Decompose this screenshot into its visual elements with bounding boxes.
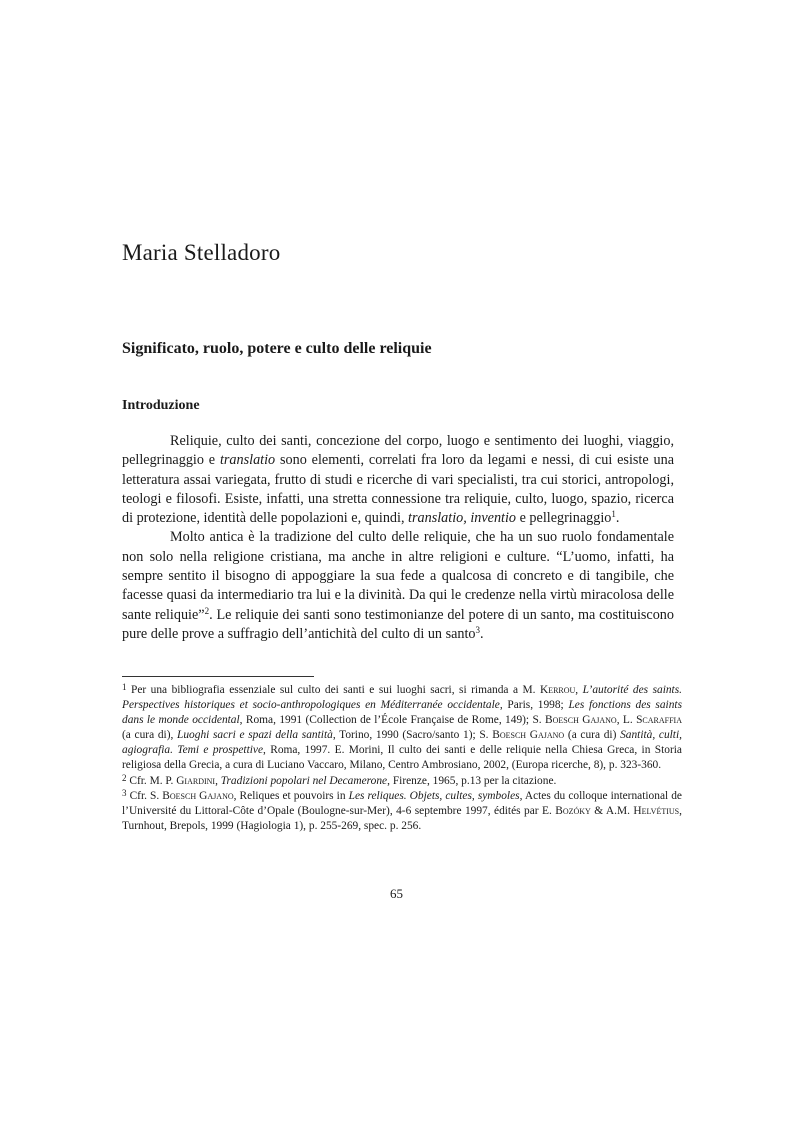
- small-caps-name: Scaraffia: [636, 714, 682, 727]
- text-run: , Paris, 1998;: [499, 699, 569, 712]
- text-run: e pellegrinaggio: [516, 510, 612, 527]
- text-run: , Roma, 1997. E. Morini, Il culto dei santi e delle reliquie nella Chiesa Greca, in Storia religiosa della Grecia, a cura di Luciano Vaccaro, Milano, Centro Ambrosiano, 2002, (Europa ricerche, 8), p. 323-360.: [122, 744, 682, 772]
- small-caps-name: Helvétius: [633, 804, 680, 817]
- footnote-number: 1: [122, 682, 127, 692]
- text-run: . Le reliquie dei santi sono testimonianze del potere di un santo, ma costituiscono pure delle prove a suffragio dell’antichità del culto di un santo: [122, 606, 674, 642]
- text-run: , Roma, 1991 (Collection de l’École Française de Rome, 149); S.: [239, 714, 546, 727]
- footnote-reference: 3: [475, 624, 481, 635]
- text-run: (a cura di),: [122, 729, 178, 742]
- text-run: sono elementi, correlati fra loro da legami e nessi, di cui esiste una letteratura assai variegata, frutto di studi e ricerche di vari specialisti, tra cui storici, antropologi, teologi e filosofi. Esiste, infatti, una stretta connessione tra reliquie, culto, luogo, spazio, ricerca di protezione, identità delle popolazioni e, quindi,: [122, 452, 674, 527]
- text-run: Molto antica è la tradizione del culto delle reliquie, che ha un suo ruolo fondamentale non solo nella religione cristiana, ma anche in altre religioni e culture. “L’uomo, infatti, ha sempre sentito il bisogno di appoggiare la sua fede a qualcosa di concreto e di tangibile, che facesse quasi da intermediario tra lui e la divinità. Da qui le credenze nella virtù miracolosa delle sante reliquie”: [122, 529, 674, 623]
- small-caps-name: Giardini: [176, 774, 216, 787]
- paragraph: [122, 432, 674, 528]
- text-run: ,: [215, 774, 221, 787]
- text-run: (a cura di): [564, 729, 621, 742]
- text-run: , Turnhout, Brepols, 1999 (Hagiologia 1), p. 255-269, spec. p. 256.: [122, 804, 682, 832]
- italic-text: Les fonctions des saints dans le monde occidental: [122, 699, 683, 727]
- text-run: , Reliques et pouvoirs in: [233, 789, 349, 802]
- footnote: [122, 774, 682, 789]
- small-caps-name: Kerrou: [539, 684, 576, 696]
- text-run: , Actes du colloque international de l’Université du Littoral-Côte d’Opale (Boulogne-sur-Mer), 4-6 septembre 1997, édités par E.: [122, 789, 682, 817]
- italic-text: translatio, inventio: [408, 510, 517, 527]
- footnote-number: 3: [122, 787, 127, 798]
- page-number: 65: [390, 886, 403, 901]
- footnote: [122, 683, 682, 774]
- footnote-reference: 2: [204, 605, 210, 616]
- footnote-reference: 1: [611, 509, 616, 520]
- italic-text: L’autorité des saints. Perspectives historiques et socio-anthropologiques en Méditerranée occidentale: [122, 684, 683, 712]
- text-run: .: [615, 510, 620, 527]
- author-name: Maria Stelladoro: [122, 240, 281, 265]
- text-run: ,: [575, 684, 583, 696]
- text-run: Per una bibliografia essenziale sul culto dei santi e sui luoghi sacri, si rimanda a M.: [126, 684, 540, 696]
- italic-text: Tradizioni popolari nel Decamerone: [220, 774, 388, 787]
- italic-text: Santità, culti, agiografia. Temi e prospettive: [122, 729, 682, 757]
- text-run: & A.M.: [590, 804, 634, 817]
- text-run: Cfr. S.: [126, 789, 163, 802]
- small-caps-name: Bozóky: [555, 804, 591, 817]
- paragraph: [122, 528, 674, 644]
- footnote-number: 2: [122, 772, 127, 783]
- text-run: , Torino, 1990 (Sacro/santo 1); S.: [332, 729, 493, 742]
- body-text: [122, 432, 674, 644]
- text-run: .: [480, 625, 484, 642]
- section-heading: Introduzione: [122, 398, 200, 413]
- small-caps-name: Boesch Gajano: [545, 714, 617, 727]
- italic-text: Luoghi sacri e spazi della santità: [177, 729, 333, 742]
- italic-text: Les reliques. Objets, cultes, symboles: [348, 789, 520, 802]
- footnotes: [122, 683, 682, 834]
- text-run: Reliquie, culto dei santi, concezione del corpo, luogo e sentimento dei luoghi, viaggio, pellegrinaggio e: [122, 433, 674, 469]
- text-run: Cfr. M. P.: [126, 774, 177, 787]
- text-run: , L.: [616, 714, 637, 727]
- text-run: , Firenze, 1965, p.13 per la citazione.: [387, 774, 557, 787]
- italic-text: translatio: [219, 452, 276, 469]
- footnote-separator: [122, 676, 314, 677]
- article-title: Significato, ruolo, potere e culto delle reliquie: [122, 340, 432, 357]
- small-caps-name: Boesch Gajano: [492, 729, 565, 742]
- footnote: [122, 789, 682, 834]
- small-caps-name: Boesch Gajano: [162, 789, 234, 802]
